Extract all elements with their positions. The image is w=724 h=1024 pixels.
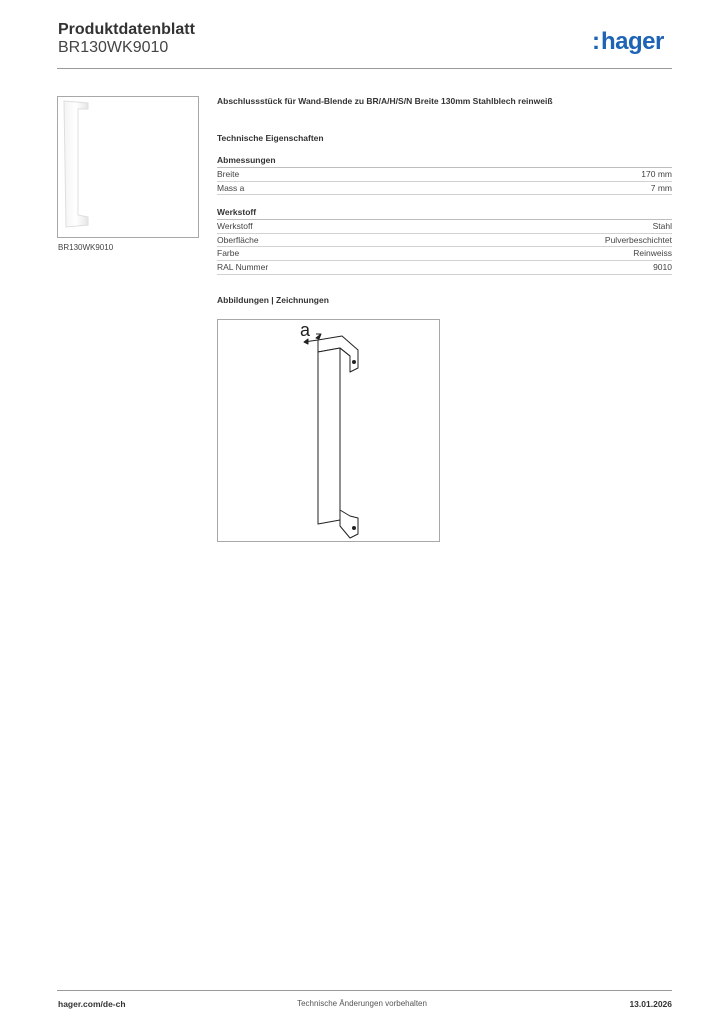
technical-drawing-image bbox=[218, 320, 439, 541]
brand-logo[interactable] bbox=[592, 28, 664, 56]
spec-value: Reinweiss bbox=[633, 248, 672, 259]
product-description: Abschlussstück für Wand-Blende zu BR/A/H/S/N Breite 130mm Stahlblech reinweiß bbox=[217, 96, 553, 106]
brand-logo-text: hager bbox=[601, 28, 664, 55]
spec-value: Pulverbeschichtet bbox=[604, 234, 672, 245]
product-thumbnail bbox=[57, 96, 199, 238]
spec-row bbox=[217, 261, 672, 275]
footer-note: Technische Änderungen vorbehalten bbox=[297, 999, 427, 1008]
drawings-title: Abbildungen | Zeichnungen bbox=[217, 294, 329, 305]
spec-group-title: Werkstoff bbox=[217, 207, 672, 220]
spec-row bbox=[217, 247, 672, 261]
spec-group-material bbox=[217, 207, 672, 274]
header-title: Produktdatenblatt bbox=[58, 21, 195, 38]
header-divider bbox=[57, 68, 672, 69]
spec-row bbox=[217, 168, 672, 182]
spec-group-dimensions bbox=[217, 155, 672, 195]
specs-title: Technische Eigenschaften bbox=[217, 133, 324, 143]
thumbnail-caption: BR130WK9010 bbox=[58, 243, 114, 252]
product-thumbnail-image bbox=[58, 97, 198, 237]
spec-value: 170 mm bbox=[641, 169, 672, 179]
spec-row bbox=[217, 182, 672, 196]
spec-group-title: Abmessungen bbox=[217, 155, 672, 168]
spec-label: RAL Nummer bbox=[217, 261, 269, 272]
dimension-label-a: a bbox=[300, 320, 311, 340]
spec-value: Stahl bbox=[652, 221, 672, 232]
spec-label: Werkstoff bbox=[217, 221, 253, 232]
spec-value: 9010 bbox=[653, 261, 672, 272]
header-product-code: BR130WK9010 bbox=[58, 39, 169, 56]
spec-label: Farbe bbox=[217, 248, 240, 259]
footer-date: 13.01.2026 bbox=[629, 999, 672, 1009]
brand-logo-dot: : bbox=[592, 28, 600, 55]
spec-row bbox=[217, 220, 672, 234]
spec-value: 7 mm bbox=[650, 182, 672, 193]
footer-website-link[interactable]: hager.com/de-ch bbox=[58, 999, 126, 1009]
spec-label: Breite bbox=[217, 169, 240, 179]
content-column bbox=[217, 96, 672, 305]
footer-divider bbox=[57, 990, 672, 991]
spec-label: Mass a bbox=[217, 182, 245, 193]
spec-label: Oberfläche bbox=[217, 234, 259, 245]
technical-drawing bbox=[217, 319, 440, 542]
spec-row bbox=[217, 234, 672, 248]
